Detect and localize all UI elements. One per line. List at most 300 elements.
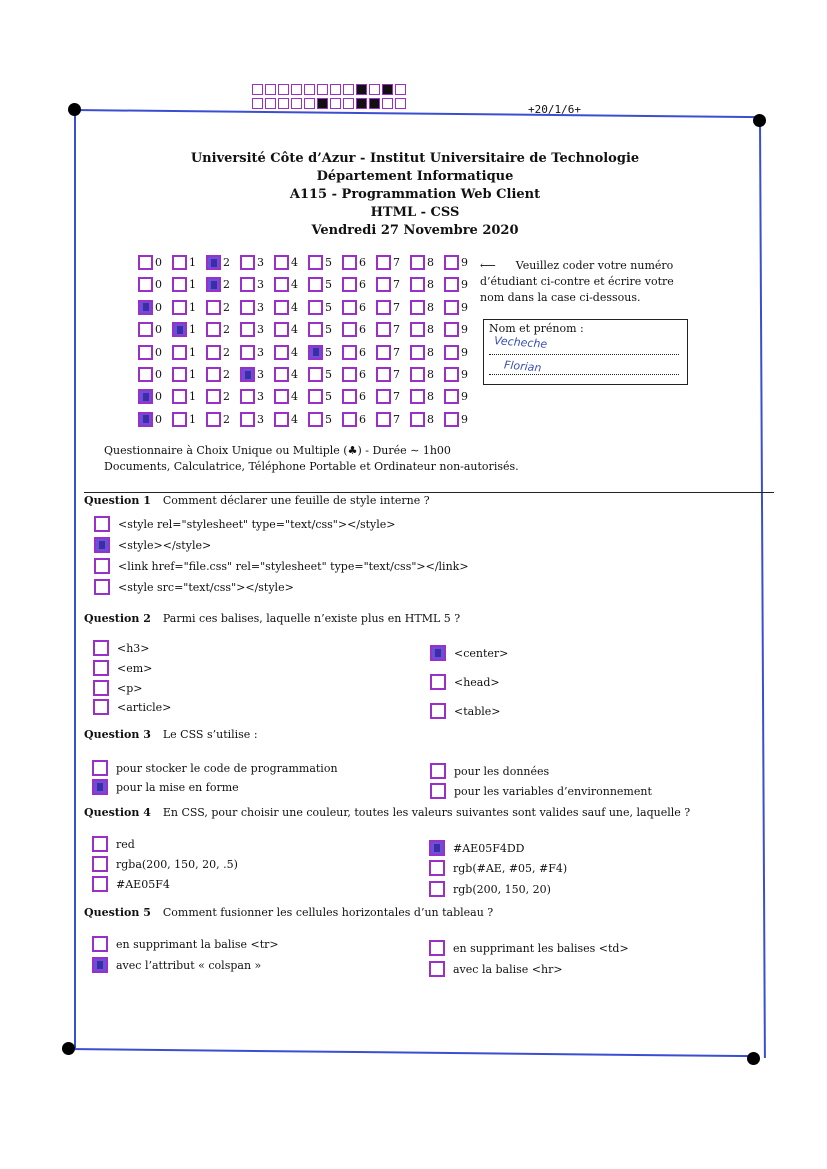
corner-marker-bottom-left bbox=[62, 1042, 75, 1055]
answer-option[interactable] bbox=[430, 674, 500, 690]
answer-checkbox[interactable] bbox=[92, 760, 108, 776]
digit-checkbox[interactable] bbox=[172, 389, 187, 404]
answer-checkbox[interactable] bbox=[429, 881, 445, 897]
digit-checkbox[interactable] bbox=[206, 277, 221, 292]
answer-checkbox[interactable] bbox=[430, 703, 446, 719]
digit-checkbox[interactable] bbox=[444, 277, 459, 292]
digit-option bbox=[240, 389, 268, 404]
digit-option bbox=[444, 255, 472, 270]
digit-label: 0 bbox=[155, 368, 162, 381]
digit-checkbox[interactable] bbox=[410, 322, 425, 337]
digit-checkbox[interactable] bbox=[240, 345, 255, 360]
digit-option bbox=[138, 322, 166, 337]
digit-checkbox[interactable] bbox=[342, 277, 357, 292]
answer-option[interactable] bbox=[430, 783, 652, 799]
answer-checkbox[interactable] bbox=[430, 645, 446, 661]
digit-label: 1 bbox=[189, 256, 196, 269]
digit-checkbox[interactable] bbox=[444, 255, 459, 270]
answer-text: #AE05F4 bbox=[116, 877, 170, 891]
digit-checkbox[interactable] bbox=[342, 412, 357, 427]
digit-label: 5 bbox=[325, 345, 332, 359]
barcode-cell bbox=[382, 98, 393, 109]
digit-checkbox[interactable] bbox=[138, 277, 153, 292]
digit-label: 5 bbox=[325, 300, 332, 314]
digit-checkbox[interactable] bbox=[274, 322, 289, 337]
digit-label: 3 bbox=[257, 345, 264, 359]
digit-option bbox=[342, 300, 370, 315]
digit-option bbox=[444, 367, 472, 382]
answer-checkbox[interactable] bbox=[92, 836, 108, 852]
question-text: Parmi ces balises, laquelle n’existe plus en HTML 5 ? bbox=[162, 612, 461, 625]
answer-option[interactable] bbox=[430, 703, 500, 719]
digit-label: 2 bbox=[223, 256, 230, 269]
digit-checkbox[interactable] bbox=[240, 389, 255, 404]
digit-checkbox[interactable] bbox=[172, 255, 187, 270]
answer-option[interactable] bbox=[92, 957, 261, 973]
digit-option bbox=[308, 322, 336, 337]
digit-checkbox[interactable] bbox=[444, 412, 459, 427]
digit-label: 8 bbox=[427, 323, 434, 337]
digit-label: 0 bbox=[155, 256, 162, 269]
digit-checkbox[interactable] bbox=[206, 367, 221, 382]
digit-checkbox[interactable] bbox=[342, 389, 357, 404]
student-grid-row bbox=[138, 300, 478, 315]
digit-label: 4 bbox=[291, 256, 298, 269]
digit-label: 8 bbox=[427, 278, 434, 292]
digit-label: 7 bbox=[393, 256, 400, 269]
question-header bbox=[84, 494, 430, 507]
digit-label: 0 bbox=[155, 390, 162, 404]
answer-text: <style rel="stylesheet" type="text/css"></style> bbox=[118, 517, 396, 531]
digit-option bbox=[172, 367, 200, 382]
answer-option[interactable] bbox=[92, 856, 238, 872]
handwritten-name-2: Florian bbox=[503, 358, 542, 375]
answer-option[interactable] bbox=[429, 860, 567, 876]
digit-option bbox=[376, 345, 404, 360]
answer-option[interactable] bbox=[92, 936, 279, 952]
digit-checkbox[interactable] bbox=[138, 300, 153, 315]
digit-label: 3 bbox=[257, 412, 264, 426]
answer-text: en supprimant les balises <td> bbox=[453, 941, 629, 955]
digit-label: 0 bbox=[155, 300, 162, 314]
title-department: Département Informatique bbox=[316, 169, 514, 184]
digit-option bbox=[308, 277, 336, 292]
answer-text: pour la mise en forme bbox=[116, 780, 239, 794]
digit-checkbox[interactable] bbox=[342, 345, 357, 360]
digit-option bbox=[274, 277, 302, 292]
digit-label: 1 bbox=[189, 345, 196, 359]
corner-marker-top-left bbox=[68, 103, 81, 116]
digit-label: 2 bbox=[223, 345, 230, 359]
barcode-cell bbox=[369, 98, 380, 109]
digit-label: 9 bbox=[461, 368, 468, 381]
answer-option[interactable] bbox=[93, 640, 150, 656]
frame-top bbox=[74, 109, 759, 118]
answer-text: rgb(200, 150, 20) bbox=[453, 882, 551, 896]
question-label: Question 4 bbox=[84, 806, 151, 819]
digit-checkbox[interactable] bbox=[308, 300, 323, 315]
name-line-1 bbox=[489, 354, 679, 355]
barcode-cell bbox=[278, 84, 289, 95]
digit-checkbox[interactable] bbox=[342, 322, 357, 337]
digit-label: 1 bbox=[189, 300, 196, 314]
digit-option bbox=[206, 300, 234, 315]
question-text: En CSS, pour choisir une couleur, toutes les valeurs suivantes sont valides sauf une, laquelle ? bbox=[162, 806, 691, 819]
digit-label: 6 bbox=[359, 300, 366, 314]
separator bbox=[84, 492, 774, 493]
digit-option bbox=[172, 389, 200, 404]
digit-checkbox[interactable] bbox=[444, 300, 459, 315]
digit-option bbox=[410, 345, 438, 360]
question-text: Comment fusionner les cellules horizontales d’un tableau ? bbox=[162, 906, 494, 919]
digit-label: 8 bbox=[427, 345, 434, 359]
answer-text: en supprimant la balise <tr> bbox=[116, 937, 279, 951]
answer-checkbox[interactable] bbox=[94, 579, 110, 595]
barcode-cell bbox=[330, 98, 341, 109]
arrow-left-icon: ⟵ bbox=[480, 259, 496, 272]
digit-option bbox=[206, 345, 234, 360]
digit-label: 4 bbox=[291, 345, 298, 359]
answer-text: avec la balise <hr> bbox=[453, 962, 563, 976]
question-header bbox=[84, 728, 258, 741]
digit-checkbox[interactable] bbox=[376, 367, 391, 382]
instructions bbox=[480, 258, 700, 306]
digit-label: 4 bbox=[291, 278, 298, 292]
digit-label: 0 bbox=[155, 278, 162, 292]
digit-label: 0 bbox=[155, 412, 162, 426]
digit-label: 3 bbox=[257, 390, 264, 404]
answer-checkbox[interactable] bbox=[93, 660, 109, 676]
answer-checkbox[interactable] bbox=[93, 680, 109, 696]
answer-text: <style></style> bbox=[118, 538, 212, 552]
barcode-cell bbox=[356, 84, 367, 95]
digit-checkbox[interactable] bbox=[138, 255, 153, 270]
answer-option[interactable] bbox=[94, 537, 211, 553]
digit-option bbox=[172, 255, 200, 270]
digit-option bbox=[172, 345, 200, 360]
digit-checkbox[interactable] bbox=[410, 300, 425, 315]
digit-option bbox=[342, 255, 370, 270]
answer-checkbox[interactable] bbox=[94, 537, 110, 553]
digit-option bbox=[172, 277, 200, 292]
digit-option bbox=[274, 389, 302, 404]
barcode-cell bbox=[395, 84, 406, 95]
digit-option bbox=[376, 255, 404, 270]
answer-text: <em> bbox=[117, 661, 153, 675]
answer-text: <h3> bbox=[117, 641, 150, 655]
answer-checkbox[interactable] bbox=[429, 961, 445, 977]
question-label: Question 1 bbox=[84, 494, 151, 507]
digit-label: 3 bbox=[257, 256, 264, 269]
digit-label: 3 bbox=[257, 323, 264, 337]
answer-text: pour stocker le code de programmation bbox=[116, 761, 338, 775]
digit-checkbox[interactable] bbox=[172, 300, 187, 315]
digit-label: 1 bbox=[189, 323, 196, 337]
digit-option bbox=[240, 412, 268, 427]
digit-checkbox[interactable] bbox=[206, 322, 221, 337]
digit-checkbox[interactable] bbox=[172, 277, 187, 292]
student-grid-row bbox=[138, 367, 478, 382]
digit-option bbox=[410, 300, 438, 315]
digit-option bbox=[240, 277, 268, 292]
digit-label: 5 bbox=[325, 412, 332, 426]
digit-checkbox[interactable] bbox=[410, 367, 425, 382]
digit-checkbox[interactable] bbox=[410, 255, 425, 270]
digit-option bbox=[410, 412, 438, 427]
digit-checkbox[interactable] bbox=[308, 412, 323, 427]
digit-checkbox[interactable] bbox=[138, 412, 153, 427]
answer-checkbox[interactable] bbox=[430, 763, 446, 779]
digit-option bbox=[206, 255, 234, 270]
digit-checkbox[interactable] bbox=[444, 322, 459, 337]
digit-checkbox[interactable] bbox=[376, 345, 391, 360]
answer-checkbox[interactable] bbox=[429, 940, 445, 956]
digit-checkbox[interactable] bbox=[206, 345, 221, 360]
digit-checkbox[interactable] bbox=[376, 412, 391, 427]
digit-checkbox[interactable] bbox=[342, 300, 357, 315]
digit-checkbox[interactable] bbox=[410, 345, 425, 360]
answer-checkbox[interactable] bbox=[94, 558, 110, 574]
barcode-cell bbox=[343, 98, 354, 109]
answer-option[interactable] bbox=[92, 876, 170, 892]
digit-label: 9 bbox=[461, 300, 468, 314]
corner-marker-top-right bbox=[753, 114, 766, 127]
digit-label: 3 bbox=[257, 368, 264, 381]
answer-option[interactable] bbox=[429, 940, 629, 956]
frame-bottom bbox=[68, 1048, 754, 1057]
digit-checkbox[interactable] bbox=[376, 322, 391, 337]
barcode-cell bbox=[356, 98, 367, 109]
digit-checkbox[interactable] bbox=[274, 412, 289, 427]
digit-option bbox=[240, 255, 268, 270]
digit-checkbox[interactable] bbox=[308, 345, 323, 360]
digit-checkbox[interactable] bbox=[308, 367, 323, 382]
digit-option bbox=[172, 300, 200, 315]
digit-option bbox=[274, 300, 302, 315]
digit-label: 9 bbox=[461, 345, 468, 359]
digit-option bbox=[240, 322, 268, 337]
barcode-cell bbox=[343, 84, 354, 95]
digit-label: 5 bbox=[325, 256, 332, 269]
exam-info-line-2: Documents, Calculatrice, Téléphone Portable et Ordinateur non-autorisés. bbox=[104, 460, 519, 473]
digit-label: 2 bbox=[223, 300, 230, 314]
answer-option[interactable] bbox=[94, 579, 294, 595]
digit-checkbox[interactable] bbox=[274, 277, 289, 292]
digit-checkbox[interactable] bbox=[172, 322, 187, 337]
digit-checkbox[interactable] bbox=[376, 255, 391, 270]
digit-label: 8 bbox=[427, 256, 434, 269]
digit-checkbox[interactable] bbox=[240, 322, 255, 337]
digit-label: 6 bbox=[359, 323, 366, 337]
digit-option bbox=[138, 367, 166, 382]
title-course: A115 - Programmation Web Client bbox=[289, 187, 541, 202]
digit-option bbox=[206, 322, 234, 337]
digit-checkbox[interactable] bbox=[308, 322, 323, 337]
answer-option[interactable] bbox=[93, 699, 171, 715]
exam-title bbox=[150, 150, 680, 240]
digit-label: 0 bbox=[155, 345, 162, 359]
answer-option[interactable] bbox=[94, 516, 396, 532]
digit-checkbox[interactable] bbox=[308, 389, 323, 404]
answer-option[interactable] bbox=[92, 779, 239, 795]
digit-checkbox[interactable] bbox=[274, 255, 289, 270]
answer-text: #AE05F4DD bbox=[453, 841, 525, 855]
answer-checkbox[interactable] bbox=[92, 936, 108, 952]
answer-text: <center> bbox=[454, 646, 509, 660]
answer-option[interactable] bbox=[429, 881, 551, 897]
answer-option[interactable] bbox=[92, 760, 338, 776]
digit-label: 4 bbox=[291, 323, 298, 337]
digit-option bbox=[376, 322, 404, 337]
digit-checkbox[interactable] bbox=[138, 322, 153, 337]
barcode-cell bbox=[252, 98, 263, 109]
digit-checkbox[interactable] bbox=[172, 367, 187, 382]
answer-option[interactable] bbox=[94, 558, 469, 574]
digit-checkbox[interactable] bbox=[240, 255, 255, 270]
answer-checkbox[interactable] bbox=[92, 876, 108, 892]
answer-option[interactable] bbox=[429, 961, 563, 977]
page-code: +20/1/6+ bbox=[528, 103, 581, 116]
digit-checkbox[interactable] bbox=[444, 389, 459, 404]
answer-checkbox[interactable] bbox=[93, 640, 109, 656]
answer-text: pour les données bbox=[454, 764, 550, 778]
digit-option bbox=[206, 389, 234, 404]
digit-option bbox=[206, 367, 234, 382]
digit-label: 6 bbox=[359, 368, 366, 381]
answer-option[interactable] bbox=[93, 680, 142, 696]
digit-checkbox[interactable] bbox=[274, 389, 289, 404]
digit-label: 1 bbox=[189, 412, 196, 426]
digit-checkbox[interactable] bbox=[274, 300, 289, 315]
digit-checkbox[interactable] bbox=[342, 367, 357, 382]
digit-label: 2 bbox=[223, 368, 230, 381]
digit-checkbox[interactable] bbox=[376, 277, 391, 292]
digit-option bbox=[138, 277, 166, 292]
digit-checkbox[interactable] bbox=[308, 277, 323, 292]
digit-option bbox=[342, 322, 370, 337]
digit-label: 9 bbox=[461, 412, 468, 426]
barcode-row-1 bbox=[252, 84, 406, 95]
barcode-cell bbox=[369, 84, 380, 95]
answer-text: avec l’attribut « colspan » bbox=[116, 958, 262, 972]
student-grid-row bbox=[138, 322, 478, 337]
digit-checkbox[interactable] bbox=[410, 277, 425, 292]
question-text: Le CSS s’utilise : bbox=[162, 728, 258, 741]
digit-option bbox=[444, 345, 472, 360]
answer-checkbox[interactable] bbox=[93, 699, 109, 715]
student-grid-row bbox=[138, 412, 478, 427]
digit-checkbox[interactable] bbox=[240, 300, 255, 315]
answer-text: <style src="text/css"></style> bbox=[118, 580, 294, 594]
digit-checkbox[interactable] bbox=[240, 412, 255, 427]
digit-checkbox[interactable] bbox=[274, 345, 289, 360]
digit-checkbox[interactable] bbox=[206, 300, 221, 315]
digit-checkbox[interactable] bbox=[206, 389, 221, 404]
title-subject: HTML - CSS bbox=[370, 205, 460, 220]
answer-checkbox[interactable] bbox=[430, 783, 446, 799]
digit-label: 6 bbox=[359, 390, 366, 404]
digit-checkbox[interactable] bbox=[444, 367, 459, 382]
answer-option[interactable] bbox=[429, 840, 524, 856]
digit-option bbox=[342, 412, 370, 427]
answer-text: <head> bbox=[454, 675, 500, 689]
digit-checkbox[interactable] bbox=[410, 412, 425, 427]
name-box-label: Nom et prénom : bbox=[489, 322, 584, 335]
answer-checkbox[interactable] bbox=[92, 856, 108, 872]
digit-option bbox=[308, 412, 336, 427]
digit-checkbox[interactable] bbox=[240, 277, 255, 292]
digit-checkbox[interactable] bbox=[410, 389, 425, 404]
answer-checkbox[interactable] bbox=[429, 860, 445, 876]
digit-label: 5 bbox=[325, 278, 332, 292]
digit-label: 4 bbox=[291, 412, 298, 426]
digit-option bbox=[138, 345, 166, 360]
digit-option bbox=[342, 389, 370, 404]
digit-option bbox=[376, 277, 404, 292]
digit-checkbox[interactable] bbox=[376, 389, 391, 404]
name-box[interactable] bbox=[483, 319, 688, 385]
digit-label: 4 bbox=[291, 368, 298, 381]
exam-info bbox=[104, 443, 519, 475]
answer-option[interactable] bbox=[93, 660, 152, 676]
frame-left bbox=[74, 109, 76, 1049]
digit-label: 7 bbox=[393, 300, 400, 314]
answer-checkbox[interactable] bbox=[430, 674, 446, 690]
digit-label: 6 bbox=[359, 345, 366, 359]
digit-label: 4 bbox=[291, 390, 298, 404]
digit-label: 2 bbox=[223, 323, 230, 337]
barcode-cell bbox=[278, 98, 289, 109]
answer-option[interactable] bbox=[430, 645, 508, 661]
digit-checkbox[interactable] bbox=[274, 367, 289, 382]
digit-checkbox[interactable] bbox=[138, 389, 153, 404]
digit-checkbox[interactable] bbox=[206, 255, 221, 270]
digit-checkbox[interactable] bbox=[240, 367, 255, 382]
answer-checkbox[interactable] bbox=[429, 840, 445, 856]
digit-option bbox=[410, 277, 438, 292]
question-header bbox=[84, 806, 690, 819]
answer-checkbox[interactable] bbox=[92, 779, 108, 795]
digit-checkbox[interactable] bbox=[172, 345, 187, 360]
answer-checkbox[interactable] bbox=[92, 957, 108, 973]
digit-label: 5 bbox=[325, 368, 332, 381]
digit-option bbox=[274, 345, 302, 360]
digit-checkbox[interactable] bbox=[138, 345, 153, 360]
digit-option bbox=[410, 367, 438, 382]
digit-label: 8 bbox=[427, 368, 434, 381]
digit-checkbox[interactable] bbox=[444, 345, 459, 360]
answer-checkbox[interactable] bbox=[94, 516, 110, 532]
digit-option bbox=[274, 255, 302, 270]
digit-label: 6 bbox=[359, 412, 366, 426]
digit-label: 7 bbox=[393, 390, 400, 404]
digit-checkbox[interactable] bbox=[172, 412, 187, 427]
digit-option bbox=[274, 412, 302, 427]
answer-option[interactable] bbox=[430, 763, 549, 779]
student-grid-row bbox=[138, 389, 478, 404]
digit-option bbox=[444, 412, 472, 427]
digit-label: 9 bbox=[461, 390, 468, 404]
answer-option[interactable] bbox=[92, 836, 135, 852]
answer-text: red bbox=[116, 837, 135, 851]
digit-checkbox[interactable] bbox=[206, 412, 221, 427]
digit-option bbox=[410, 389, 438, 404]
digit-label: 5 bbox=[325, 390, 332, 404]
digit-checkbox[interactable] bbox=[342, 255, 357, 270]
digit-checkbox[interactable] bbox=[308, 255, 323, 270]
digit-checkbox[interactable] bbox=[138, 367, 153, 382]
digit-checkbox[interactable] bbox=[376, 300, 391, 315]
